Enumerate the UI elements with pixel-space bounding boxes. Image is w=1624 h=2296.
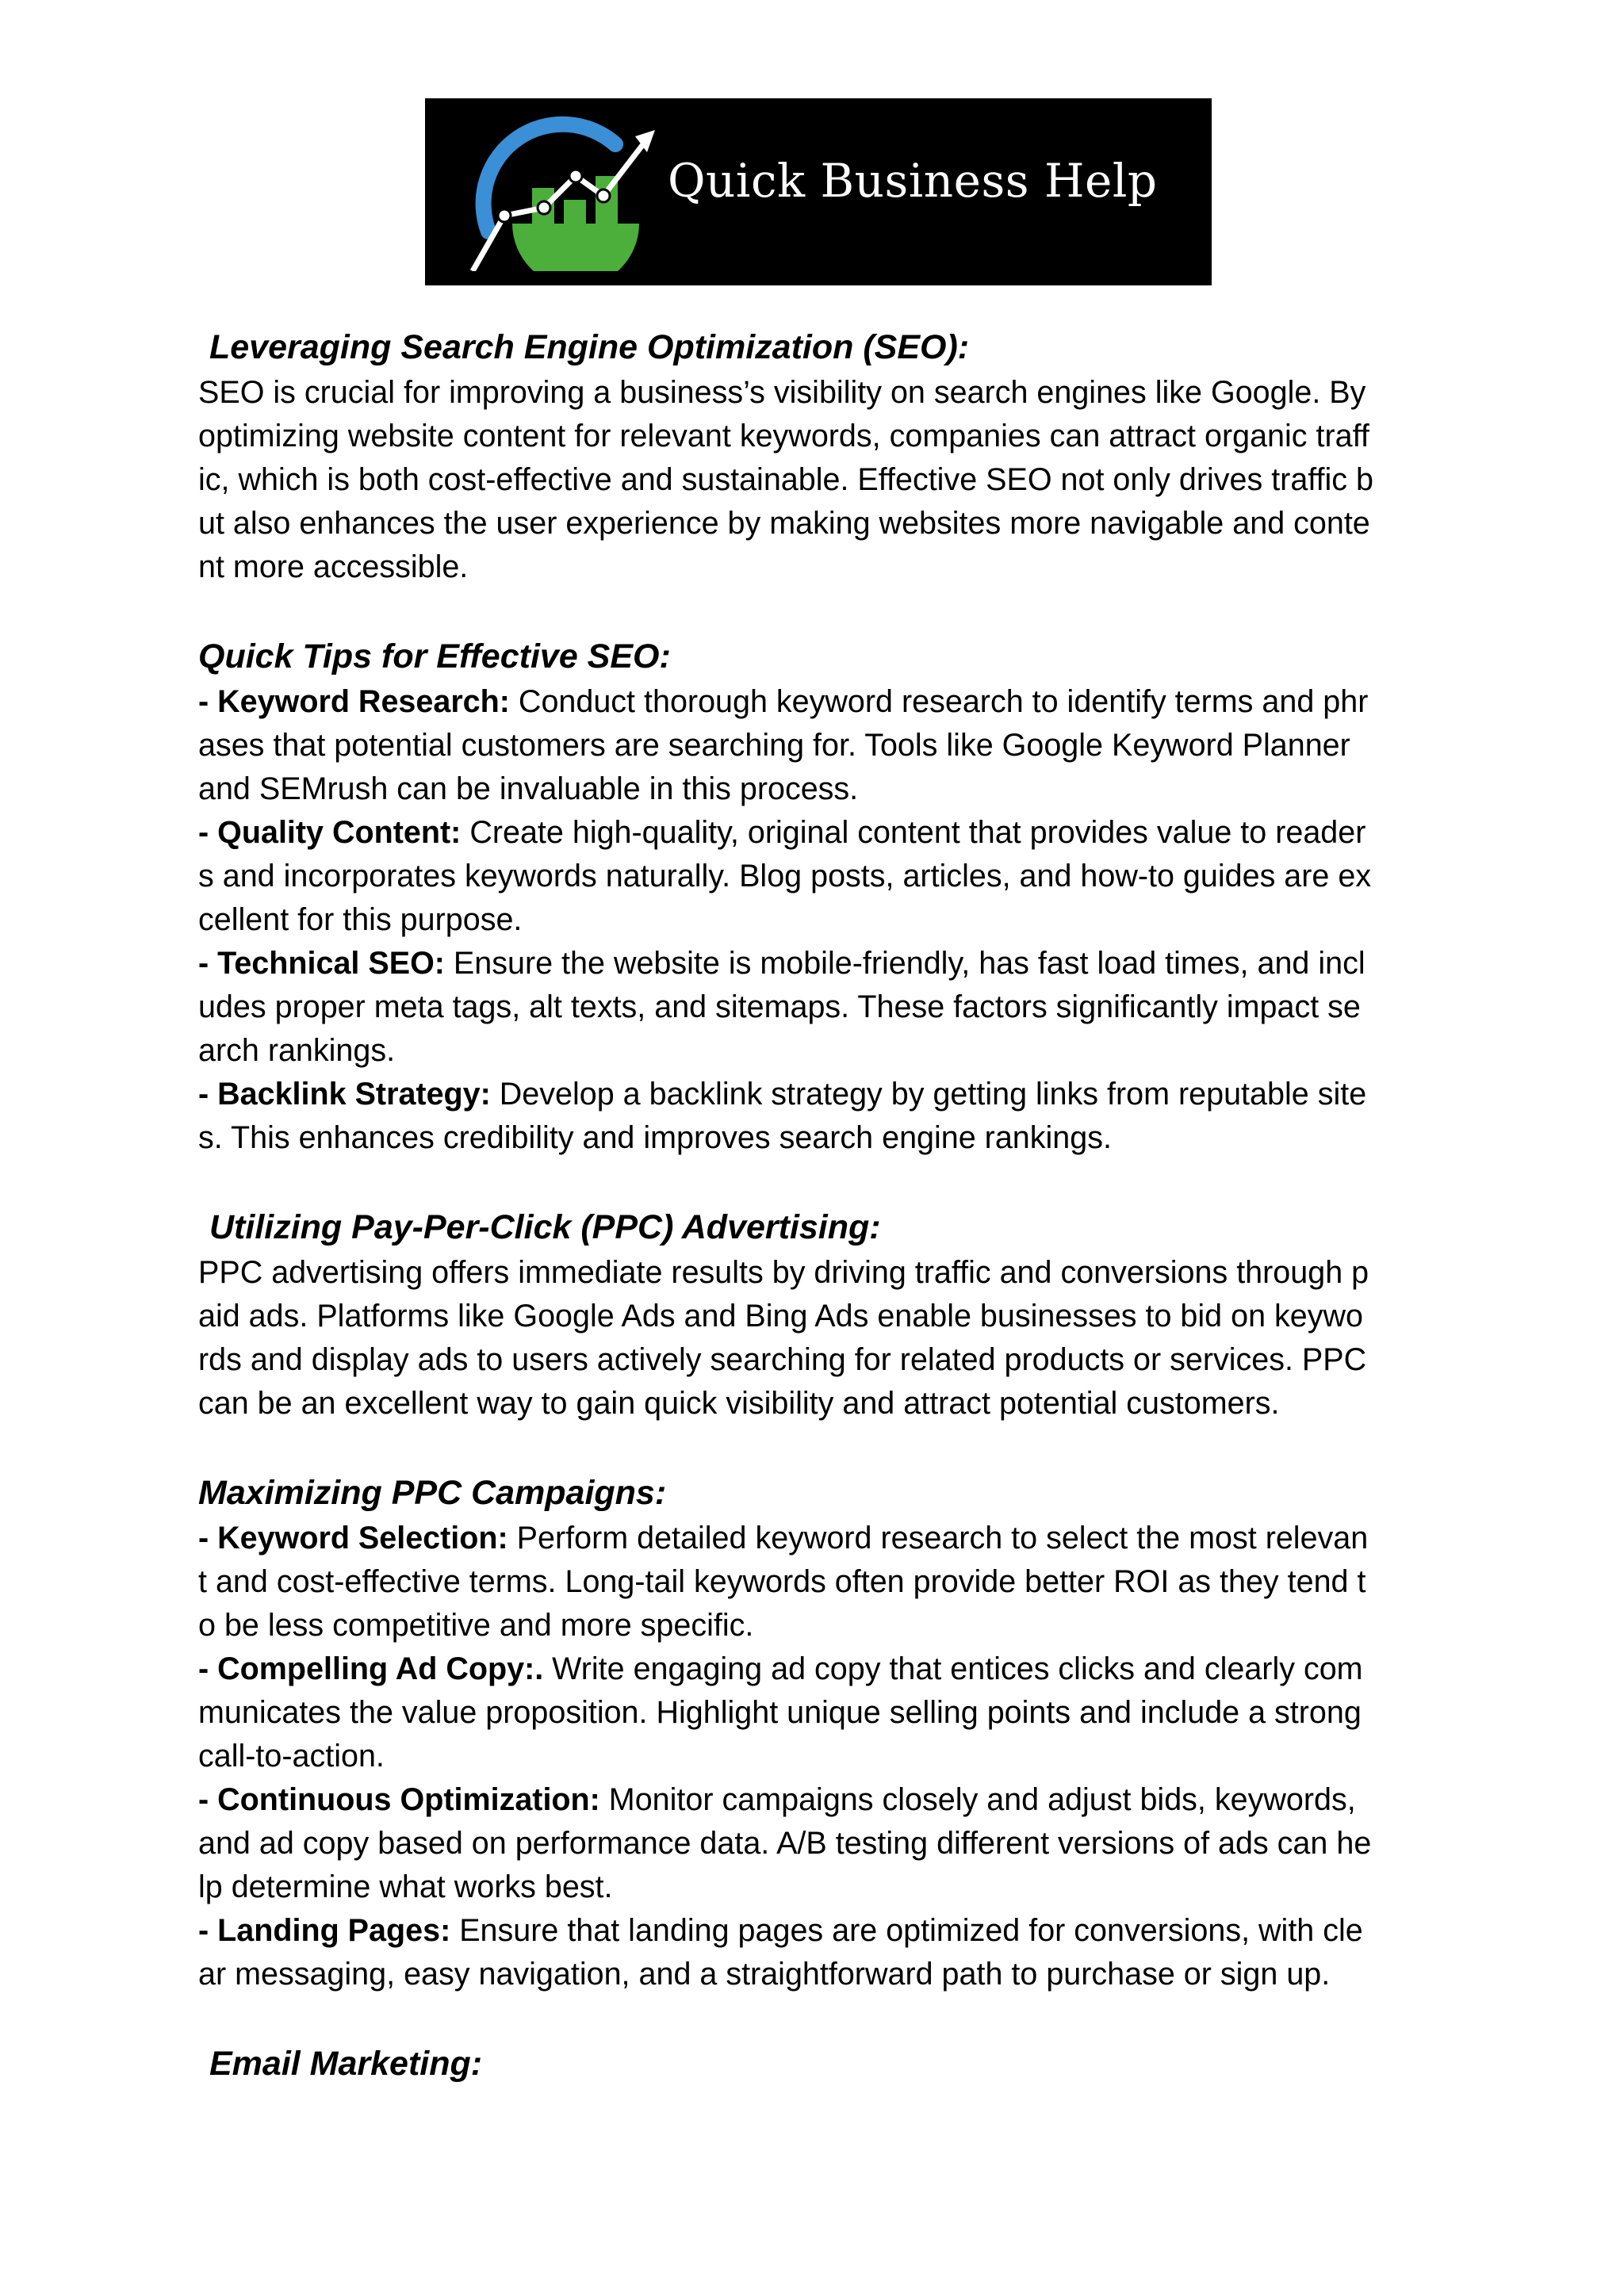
tip-text: Write engaging ad copy that entices clicks and clearly com [543,1651,1363,1686]
tip-continuation: call-to-action. [198,1739,385,1774]
tip-item [198,942,1435,985]
tip-continuation: s and incorporates keywords naturally. Blog posts, articles, and how-to guides are ex [198,859,1372,894]
paragraph-line: ic, which is both cost-effective and sustainable. Effective SEO not only drives traffic b [198,462,1374,497]
tip-item [198,811,1435,855]
tip-continuation: and ad copy based on performance data. A/B testing different versions of ads can he [198,1826,1372,1861]
tip-item [198,680,1435,724]
tip-continuation: arch rankings. [198,1033,396,1068]
tip-label: - Technical SEO: [198,946,445,981]
growth-chart-icon [457,113,663,271]
document-content [198,323,1435,2131]
tip-item [198,1073,1435,1116]
tip-item [198,1778,1435,1822]
paragraph-line: can be an excellent way to gain quick visibility and attract potential customers. [198,1386,1280,1421]
tip-label: - Keyword Research: [198,684,510,719]
tip-continuation: ases that potential customers are searching for. Tools like Google Keyword Planner [198,728,1350,763]
paragraph-line: PPC advertising offers immediate results by driving traffic and conversions through p [198,1255,1369,1290]
tip-continuation: lp determine what works best. [198,1869,613,1904]
section-ppc-campaigns [198,1469,1435,1996]
tip-text: Monitor campaigns closely and adjust bids, keywords, [599,1782,1356,1817]
section-seo-tips [198,633,1435,1160]
section-heading: Maximizing PPC Campaigns: [198,1474,667,1512]
tip-continuation: o be less competitive and more specific. [198,1608,754,1643]
section-seo [198,323,1435,589]
tip-text: Ensure the website is mobile-friendly, has fast load times, and incl [444,946,1365,981]
logo-text: Quick Business Help [668,154,1158,208]
tip-text: Conduct thorough keyword research to identify terms and phr [509,684,1369,719]
paragraph-line: ut also enhances the user experience by making websites more navigable and conte [198,506,1370,541]
company-logo [425,98,1212,285]
section-ppc [198,1203,1435,1425]
section-heading: Utilizing Pay-Per-Click (PPC) Advertising: [209,1208,881,1246]
paragraph-line: nt more accessible. [198,549,469,584]
paragraph-line: SEO is crucial for improving a business’s visibility on search engines like Google. By [198,375,1366,410]
tip-label: - Continuous Optimization: [198,1782,600,1817]
tip-continuation: s. This enhances credibility and improves search engine rankings. [198,1120,1112,1155]
tip-item [198,1517,1435,1560]
tip-label: - Keyword Selection: [198,1521,508,1556]
paragraph-line: rds and display ads to users actively searching for related products or services. PPC [198,1342,1367,1377]
section-heading: Email Marketing: [209,2045,483,2083]
tip-continuation: municates the value proposition. Highlight unique selling points and include a strong [198,1695,1362,1730]
tip-continuation: cellent for this purpose. [198,902,523,937]
tip-continuation: udes proper meta tags, alt texts, and sitemaps. These factors significantly impact se [198,989,1361,1024]
tip-label: - Landing Pages: [198,1913,451,1948]
tip-item [198,1647,1435,1691]
paragraph-line: aid ads. Platforms like Google Ads and Bing Ads enable businesses to bid on keywo [198,1299,1363,1334]
tip-text: Perform detailed keyword research to select the most relevan [508,1521,1369,1556]
tip-label: - Quality Content: [198,815,462,850]
tip-continuation: ar messaging, easy navigation, and a straightforward path to purchase or sign up. [198,1957,1331,1992]
tip-text: Ensure that landing pages are optimized for conversions, with cle [450,1913,1363,1948]
tip-text: Create high-quality, original content that provides value to reader [461,815,1366,850]
tip-continuation: t and cost-effective terms. Long-tail keywords often provide better ROI as they tend t [198,1564,1366,1599]
section-email-marketing [198,2040,1435,2087]
tip-label: - Backlink Strategy: [198,1077,491,1112]
paragraph-line: optimizing website content for relevant keywords, companies can attract organic traff [198,419,1369,453]
tip-text: Develop a backlink strategy by getting links from reputable site [490,1077,1367,1112]
section-heading: Leveraging Search Engine Optimization (SEO): [209,328,970,366]
section-heading: Quick Tips for Effective SEO: [198,637,671,675]
tip-label: - Compelling Ad Copy:. [198,1651,544,1686]
tip-item [198,1909,1435,1953]
tip-continuation: and SEMrush can be invaluable in this process. [198,771,859,806]
